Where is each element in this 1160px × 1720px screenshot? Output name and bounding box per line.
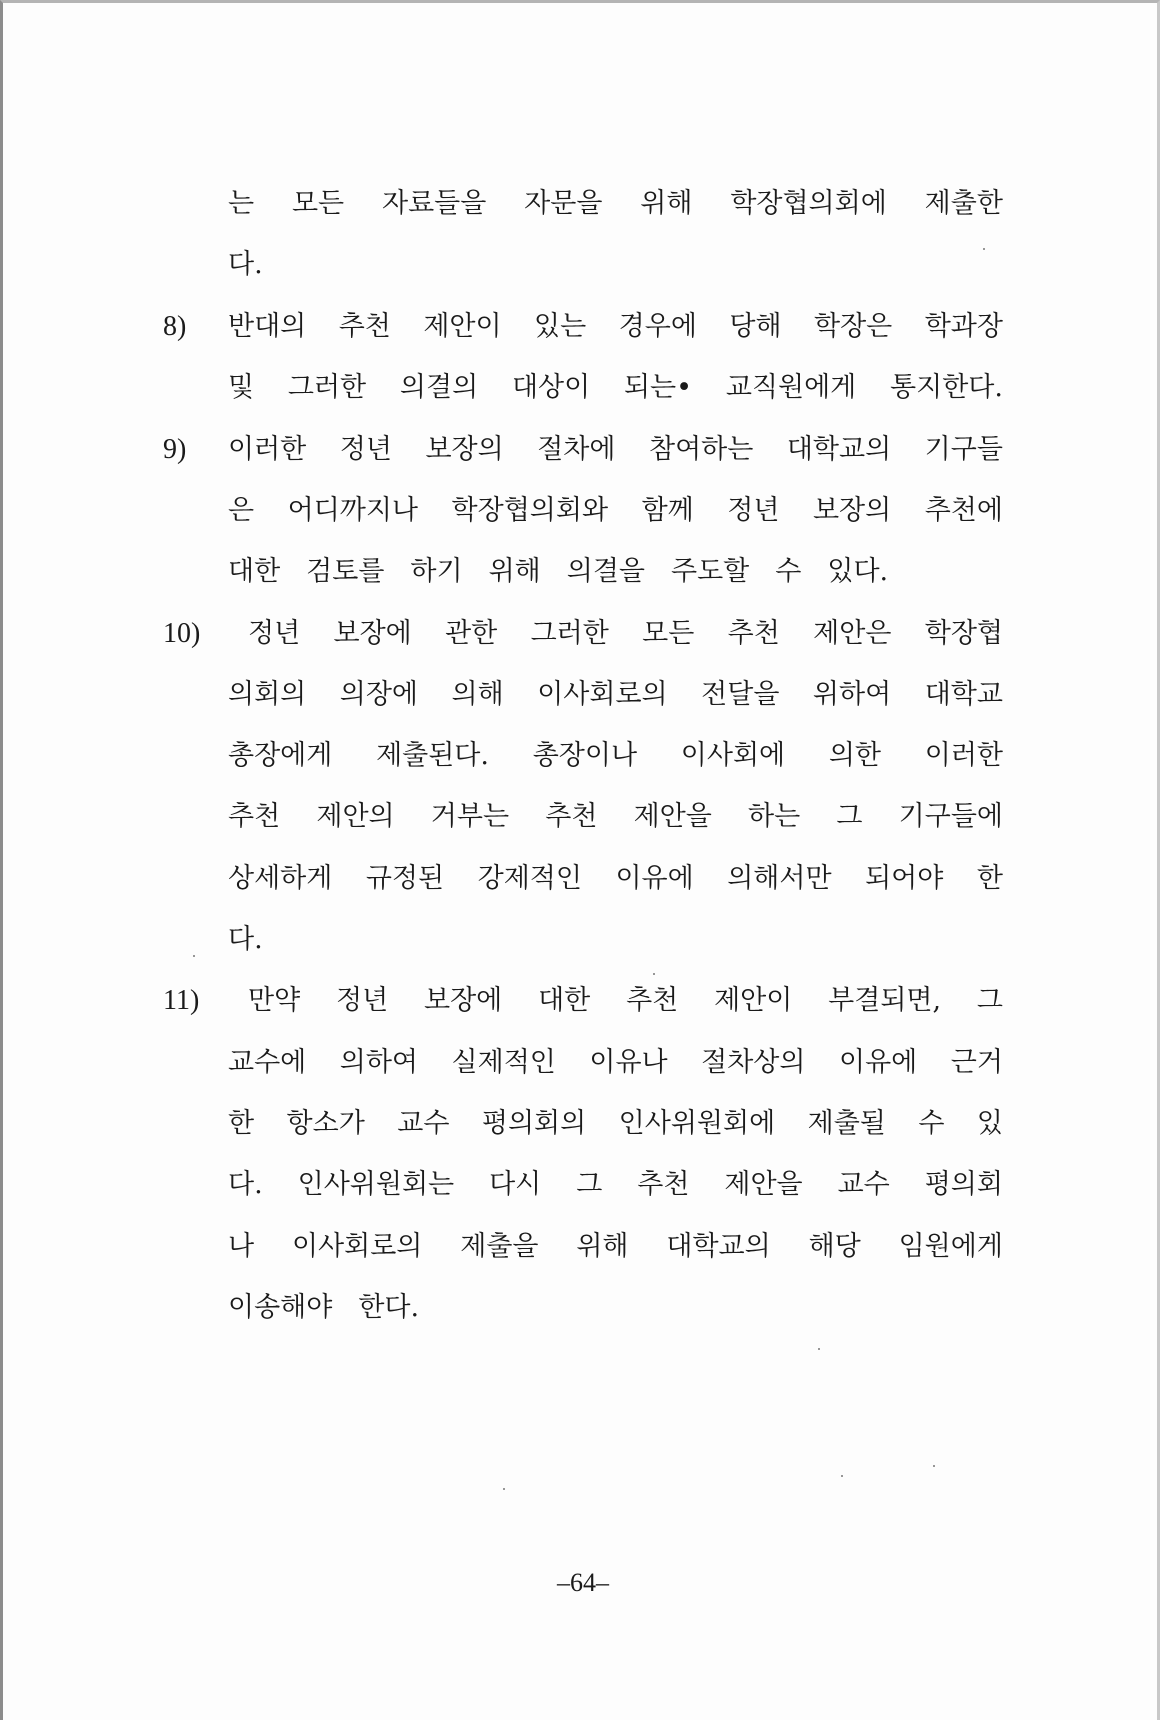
- word: 위해: [640, 188, 693, 219]
- word: 학장협의회에: [730, 188, 887, 219]
- word: 보장의: [812, 495, 892, 526]
- word: 제안이: [714, 985, 793, 1016]
- word: 및: [228, 372, 255, 403]
- word: 주도할: [671, 556, 750, 587]
- word: 전달을: [701, 679, 780, 710]
- word: 의해서만: [727, 863, 832, 894]
- word: 반대의: [228, 311, 307, 342]
- item-number-11: 11): [163, 985, 200, 1016]
- word: 은: [228, 495, 255, 526]
- word: 임원에게: [898, 1231, 1003, 1262]
- word: 만약: [248, 985, 301, 1016]
- word: 자료들을: [381, 188, 487, 219]
- word: 실제적인: [451, 1047, 556, 1078]
- word: 기구들에: [898, 801, 1003, 832]
- word: 있: [976, 1108, 1003, 1139]
- word: 경우에: [618, 311, 697, 342]
- scan-speck: [983, 248, 985, 250]
- word: 평의회의: [481, 1108, 587, 1139]
- intro-line-1: [228, 186, 1003, 222]
- item-8-line-1: [228, 309, 1003, 345]
- word: 다시: [489, 1169, 542, 1200]
- word: 한다.: [358, 1292, 420, 1323]
- word: 의회의: [228, 679, 307, 710]
- word: 보장에: [333, 618, 412, 649]
- scan-speck: [841, 1475, 843, 1477]
- word: 제출을: [460, 1231, 539, 1262]
- item-11-line-3: [228, 1106, 1003, 1142]
- item-11-line-1: [248, 983, 1003, 1019]
- word: 그: [836, 801, 863, 832]
- word: 추천에: [924, 495, 1003, 526]
- word: 학장은: [813, 311, 893, 342]
- word: 제안을: [724, 1169, 803, 1200]
- word: 제안이: [423, 311, 502, 342]
- item-9-line-1: [228, 432, 1003, 468]
- word: 는: [228, 188, 255, 219]
- word: 제출될: [807, 1108, 886, 1139]
- word: 위해: [488, 556, 541, 587]
- word: 이사회로의: [537, 679, 668, 710]
- item-10-line-4: [228, 799, 1003, 835]
- item-11-line-4: [228, 1167, 1003, 1203]
- word: 위해: [576, 1231, 629, 1262]
- word: 절차상의: [701, 1047, 806, 1078]
- word: 의한: [828, 740, 882, 771]
- item-11-line-6: [228, 1290, 419, 1326]
- word: 교수: [397, 1108, 450, 1139]
- word: 통지한다.: [890, 372, 1003, 403]
- word: 정년: [336, 985, 389, 1016]
- word: 기구들: [924, 434, 1003, 465]
- word: 해당: [808, 1231, 861, 1262]
- item-number-8: 8): [163, 311, 187, 342]
- word: 다.: [228, 1169, 263, 1200]
- item-11-line-5: [228, 1229, 1003, 1265]
- word: 대학교: [924, 679, 1003, 710]
- word: 검토를: [306, 556, 385, 587]
- word: 그: [976, 985, 1003, 1016]
- item-10-line-2: [228, 677, 1003, 713]
- word: 위하여: [812, 679, 892, 710]
- word: 되는•: [623, 372, 693, 403]
- word: 의하여: [339, 1047, 419, 1078]
- word: 이사회에: [680, 740, 786, 771]
- word: 상세하게: [228, 863, 333, 894]
- word: 학장협: [924, 618, 1003, 649]
- scan-speck: [193, 955, 195, 957]
- word: 이러한: [228, 434, 307, 465]
- intro-line-2: [228, 247, 263, 283]
- word: 부결되면,: [828, 985, 942, 1016]
- word: 의해: [451, 679, 504, 710]
- word: 어디까지나: [287, 495, 419, 526]
- scan-speck: [818, 1348, 820, 1350]
- word: 교직원에게: [725, 372, 857, 403]
- word: 그: [576, 1169, 603, 1200]
- word: 이송해야: [228, 1292, 333, 1323]
- word: 정년: [727, 495, 780, 526]
- word: 의결을: [566, 556, 646, 587]
- word: 있는: [534, 311, 587, 342]
- word: 의장에: [339, 679, 419, 710]
- word: 항소가: [286, 1108, 365, 1139]
- word: 추천: [637, 1169, 690, 1200]
- item-9-line-3: [228, 554, 888, 590]
- word: 인사위원회에: [618, 1108, 776, 1139]
- word: 대상이: [511, 372, 591, 403]
- word: 교수에: [228, 1047, 307, 1078]
- word: 하기: [410, 556, 463, 587]
- item-8-line-2: [228, 370, 1003, 406]
- word: 되어야: [865, 863, 944, 894]
- word: 이유에: [615, 863, 694, 894]
- item-9-line-2: [228, 493, 1003, 529]
- item-number-9: 9): [163, 434, 187, 465]
- scan-speck: [653, 973, 655, 975]
- item-10-line-5: [228, 861, 1003, 897]
- word: 대한: [228, 556, 281, 587]
- word: 거부는: [430, 801, 510, 832]
- word: 이사회로의: [291, 1231, 423, 1262]
- word: 정년: [248, 618, 301, 649]
- word: 대학교의: [666, 1231, 771, 1262]
- word: 학과장: [924, 311, 1003, 342]
- word: 당해: [729, 311, 782, 342]
- word: 추천: [545, 801, 598, 832]
- word: 수: [918, 1108, 945, 1139]
- word: 함께: [641, 495, 694, 526]
- page-number: –64–: [557, 1568, 609, 1597]
- word: 다.: [228, 924, 263, 955]
- word: 이러한: [924, 740, 1003, 771]
- word: 관한: [445, 618, 498, 649]
- scan-speck: [933, 1465, 935, 1467]
- word: 추천: [228, 801, 281, 832]
- word: 인사위원회는: [297, 1169, 455, 1200]
- word: 있다.: [827, 556, 889, 587]
- item-11-line-2: [228, 1045, 1003, 1081]
- word: 제안의: [316, 801, 395, 832]
- word: 한: [228, 1108, 255, 1139]
- word: 대한: [538, 985, 591, 1016]
- word: 다.: [228, 249, 263, 280]
- word: 보장의: [425, 434, 504, 465]
- word: 이유나: [589, 1047, 668, 1078]
- word: 하는: [748, 801, 801, 832]
- word: 총장이나: [532, 740, 638, 771]
- word: 학장협의회와: [451, 495, 609, 526]
- word: 규정된: [365, 863, 445, 894]
- word: 근거: [950, 1047, 1003, 1078]
- word: 나: [228, 1231, 255, 1262]
- word: 그러한: [287, 372, 367, 403]
- word: 교수: [837, 1169, 890, 1200]
- item-10-line-1: [248, 616, 1003, 652]
- word: 강제적인: [477, 863, 582, 894]
- word: 모든: [642, 618, 695, 649]
- word: 총장에게: [228, 740, 333, 771]
- word: 참여하는: [648, 434, 754, 465]
- item-number-10: 10): [163, 618, 201, 649]
- word: 자문을: [524, 188, 603, 219]
- word: 평의회: [924, 1169, 1003, 1200]
- word: 모든: [291, 188, 345, 219]
- scan-speck: [503, 1488, 505, 1490]
- item-10-line-3: [228, 738, 1003, 774]
- word: 그러한: [530, 618, 609, 649]
- word: 추천: [338, 311, 391, 342]
- word: 대학교의: [786, 434, 892, 465]
- item-10-line-6: [228, 922, 263, 958]
- word: 추천: [727, 618, 780, 649]
- word: 추천: [626, 985, 679, 1016]
- word: 한: [976, 863, 1003, 894]
- word: 의결의: [399, 372, 479, 403]
- word: 제출한: [924, 188, 1003, 219]
- word: 제안은: [813, 618, 892, 649]
- word: 보장에: [424, 985, 503, 1016]
- word: 제출된다.: [376, 740, 489, 771]
- word: 정년: [339, 434, 392, 465]
- word: 이유에: [838, 1047, 918, 1078]
- word: 제안을: [633, 801, 712, 832]
- word: 수: [775, 556, 802, 587]
- word: 절차에: [537, 434, 616, 465]
